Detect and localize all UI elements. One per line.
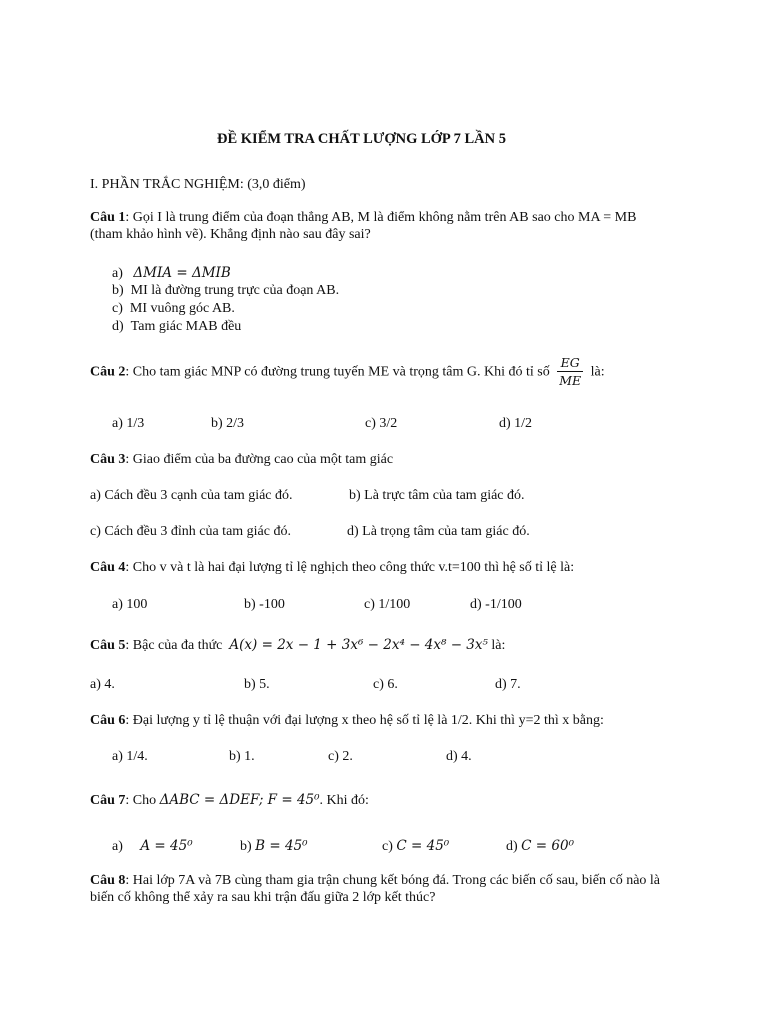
q2-option-c: c) 3/2 xyxy=(365,416,398,431)
option-text: Tam giác MAB đều xyxy=(130,319,242,334)
q2-option-b: b) 2/3 xyxy=(211,416,245,431)
question-label: Câu 4 xyxy=(90,560,126,575)
q4-option-d: d) -1/100 xyxy=(470,597,522,612)
option-key: b) xyxy=(112,283,124,298)
q6-option-b: b) 1. xyxy=(229,749,255,764)
question-1 xyxy=(90,210,670,244)
q1-option-a xyxy=(112,265,231,283)
q3-option-b: b) Là trực tâm của tam giác đó. xyxy=(349,488,525,503)
option-formula: A = 45⁰ xyxy=(140,838,193,854)
question-4 xyxy=(90,560,574,577)
question-2 xyxy=(90,356,605,389)
option-formula: B = 45⁰ xyxy=(255,838,308,854)
question-label: Câu 1 xyxy=(90,210,126,225)
question-text: : Bậc của đa thức xyxy=(125,638,223,653)
question-6 xyxy=(90,713,604,730)
question-text: : Cho tam giác MNP có đường trung tuyến ME và trọng tâm G. Khi đó tỉ số xyxy=(125,364,550,380)
option-key: b) xyxy=(240,839,252,854)
question-text: : Gọi I là trung điểm của đoạn thẳng AB, M là điểm không nằm trên AB sao cho MA = MB (tham khảo hình vẽ). Khẳng định nào sau đây sai? xyxy=(90,210,637,242)
question-5 xyxy=(90,637,505,655)
question-text: : Hai lớp 7A và 7B cùng tham gia trận chung kết bóng đá. Trong các biến cố sau, biến cố nào là biến cố không thể xảy ra sau khi trận đấu giữa 2 lớp kết thúc? xyxy=(90,873,661,905)
question-label: Câu 5 xyxy=(90,638,126,653)
question-text: : Cho xyxy=(125,793,157,808)
document-title: ĐỀ KIỂM TRA CHẤT LƯỢNG LỚP 7 LẦN 5 xyxy=(217,131,506,147)
polynomial-formula: A(x) = 2x − 1 + 3x⁶ − 2x⁴ − 4x⁸ − 3x⁵ xyxy=(229,637,488,653)
option-formula: ΔMIA = ΔMIB xyxy=(133,265,231,281)
question-tail: là: xyxy=(491,638,506,653)
section-heading: I. PHẦN TRẮC NGHIỆM: (3,0 điểm) xyxy=(90,177,306,192)
question-label: Câu 7 xyxy=(90,793,126,808)
question-tail: . Khi đó: xyxy=(319,793,369,808)
option-key: c) xyxy=(112,301,123,316)
q3-option-c: c) Cách đều 3 đỉnh của tam giác đó. xyxy=(90,524,291,539)
question-tail: là: xyxy=(590,364,605,380)
option-key: c) xyxy=(382,839,393,854)
q4-option-b: b) -100 xyxy=(244,597,285,612)
q1-option-c xyxy=(112,301,235,318)
triangle-congruence-formula: ΔABC = ΔDEF; F = 45⁰ xyxy=(159,792,320,808)
q1-option-b xyxy=(112,283,339,300)
q6-option-a: a) 1/4. xyxy=(112,749,148,764)
question-label: Câu 2 xyxy=(90,364,126,380)
q2-option-d: d) 1/2 xyxy=(499,416,533,431)
question-3 xyxy=(90,452,393,469)
option-key: d) xyxy=(506,839,518,854)
q4-option-c: c) 1/100 xyxy=(364,597,411,612)
q6-option-d: d) 4. xyxy=(446,749,472,764)
question-7 xyxy=(90,792,369,810)
option-key: d) xyxy=(112,319,124,334)
option-text: MI vuông góc AB. xyxy=(129,301,235,316)
fraction-denominator: ME xyxy=(559,373,582,389)
option-formula: C = 60⁰ xyxy=(521,838,574,854)
q5-option-d: d) 7. xyxy=(495,677,521,692)
fraction-eg-me xyxy=(557,356,583,389)
question-text: : Cho v và t là hai đại lượng tỉ lệ nghịch theo công thức v.t=100 thì hệ số tỉ lệ là: xyxy=(125,560,575,575)
q4-option-a: a) 100 xyxy=(112,597,148,612)
question-text: : Giao điểm của ba đường cao của một tam giác xyxy=(125,452,394,467)
question-label: Câu 6 xyxy=(90,713,126,728)
q3-option-d: d) Là trọng tâm của tam giác đó. xyxy=(347,524,530,539)
q2-option-a: a) 1/3 xyxy=(112,416,145,431)
fraction-numerator: EG xyxy=(557,356,583,372)
option-key: a) xyxy=(112,839,123,854)
q7-option-d xyxy=(506,838,574,856)
option-text: MI là đường trung trực của đoạn AB. xyxy=(130,283,340,298)
q7-option-b xyxy=(240,838,308,856)
q7-option-a xyxy=(112,838,193,856)
q1-option-d xyxy=(112,319,241,336)
q3-option-a: a) Cách đều 3 cạnh của tam giác đó. xyxy=(90,488,293,503)
question-label: Câu 8 xyxy=(90,873,126,888)
question-label: Câu 3 xyxy=(90,452,126,467)
q5-option-b: b) 5. xyxy=(244,677,270,692)
question-text: : Đại lượng y tỉ lệ thuận với đại lượng x theo hệ số tỉ lệ là 1/2. Khi thì y=2 thì x bằng: xyxy=(125,713,604,728)
option-key: a) xyxy=(112,266,123,281)
option-formula: C = 45⁰ xyxy=(396,838,450,854)
q6-option-c: c) 2. xyxy=(328,749,353,764)
q5-option-a: a) 4. xyxy=(90,677,115,692)
q5-option-c: c) 6. xyxy=(373,677,398,692)
q7-option-c xyxy=(382,838,449,856)
question-8 xyxy=(90,873,675,907)
